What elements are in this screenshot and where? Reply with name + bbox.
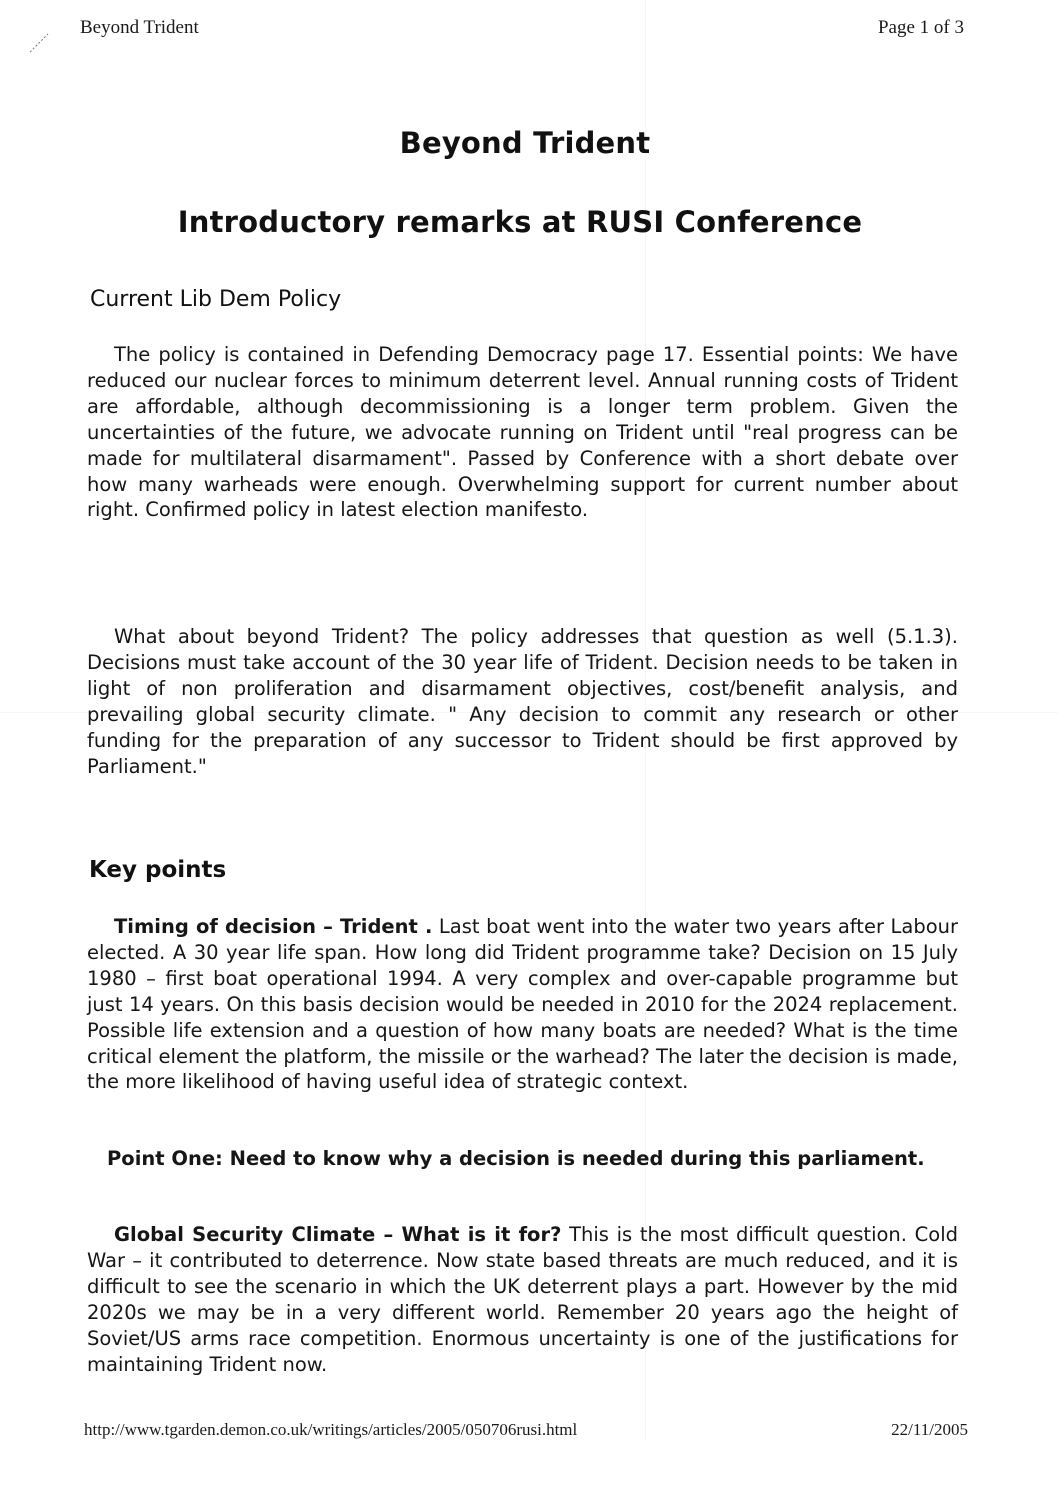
paragraph-beyond-trident: What about beyond Trident? The policy addresses that question as well (5.1.3). Decisions must take account of the 30 year life of Trident. Decision needs to be taken in light of non proliferation and disarmament objectives, cost/benefit analysis, and prevailing global security climate. " Any decision to commit any research or other funding for the preparation of any successor to Trident should be first approved by Parliament." xyxy=(87,625,958,778)
header-page-number: Page 1 of 3 xyxy=(877,17,964,38)
section-heading-key-points: Key points xyxy=(89,857,227,883)
footer-date: 22/11/2005 xyxy=(891,1420,968,1439)
paragraph-point-one: Point One: Need to know why a decision is needed during this parliament. xyxy=(107,1147,925,1170)
footer-url: http://www.tgarden.demon.co.uk/writings/articles/2005/050706rusi.html xyxy=(84,1420,578,1439)
paragraph-timing-of-decision xyxy=(87,914,958,1095)
page-header xyxy=(60,14,964,44)
pen-mark-icon xyxy=(26,28,56,58)
paragraph-body: Last boat went into the water two years after Labour elected. A 30 year life span. How long did Trident programme take? Decision on 15 July 1980 – first boat operational 1994. A very complex and over-capable programme but just 14 years. On this basis decision would be needed in 2010 for the 2024 replacement. Possible life extension and a question of how many boats are needed? What is the time critical element the platform, the missile or the warhead? The later the decision is made, the more likelihood of having useful idea of strategic context. xyxy=(87,915,958,1094)
paragraph-body: This is the most difficult question. Cold War – it contributed to deterrence. Now state based threats are much reduced, and it is difficult to see the scenario in which the UK deterrent plays a part. However by the mid 2020s we may be in a very different world. Remember 20 years ago the height of Soviet/US arms race competition. Enormous uncertainty is one of the justifications for maintaining Trident now. xyxy=(87,1223,959,1376)
paragraph-global-security xyxy=(87,1222,958,1377)
paragraph-current-policy: The policy is contained in Defending Democracy page 17. Essential points: We have reduced our nuclear forces to minimum deterrent level. Annual running costs of Trident are affordable, although decommissioning is a longer term problem. Given the uncertainties of the future, we advocate running on Trident until "real progress can be made for multilateral disarmament". Passed by Conference with a short debate over how many warheads were enough. Overwhelming support for current number about right. Confirmed policy in latest election manifesto. xyxy=(87,343,958,522)
header-title: Beyond Trident xyxy=(80,17,199,38)
section-heading-current-policy: Current Lib Dem Policy xyxy=(90,287,342,312)
paragraph-lead: Timing of decision – Trident . xyxy=(114,915,433,938)
document-title: Beyond Trident xyxy=(399,126,651,160)
paragraph-lead: Global Security Climate – What is it for? xyxy=(114,1223,562,1246)
document-subtitle: Introductory remarks at RUSI Conference xyxy=(177,205,863,239)
